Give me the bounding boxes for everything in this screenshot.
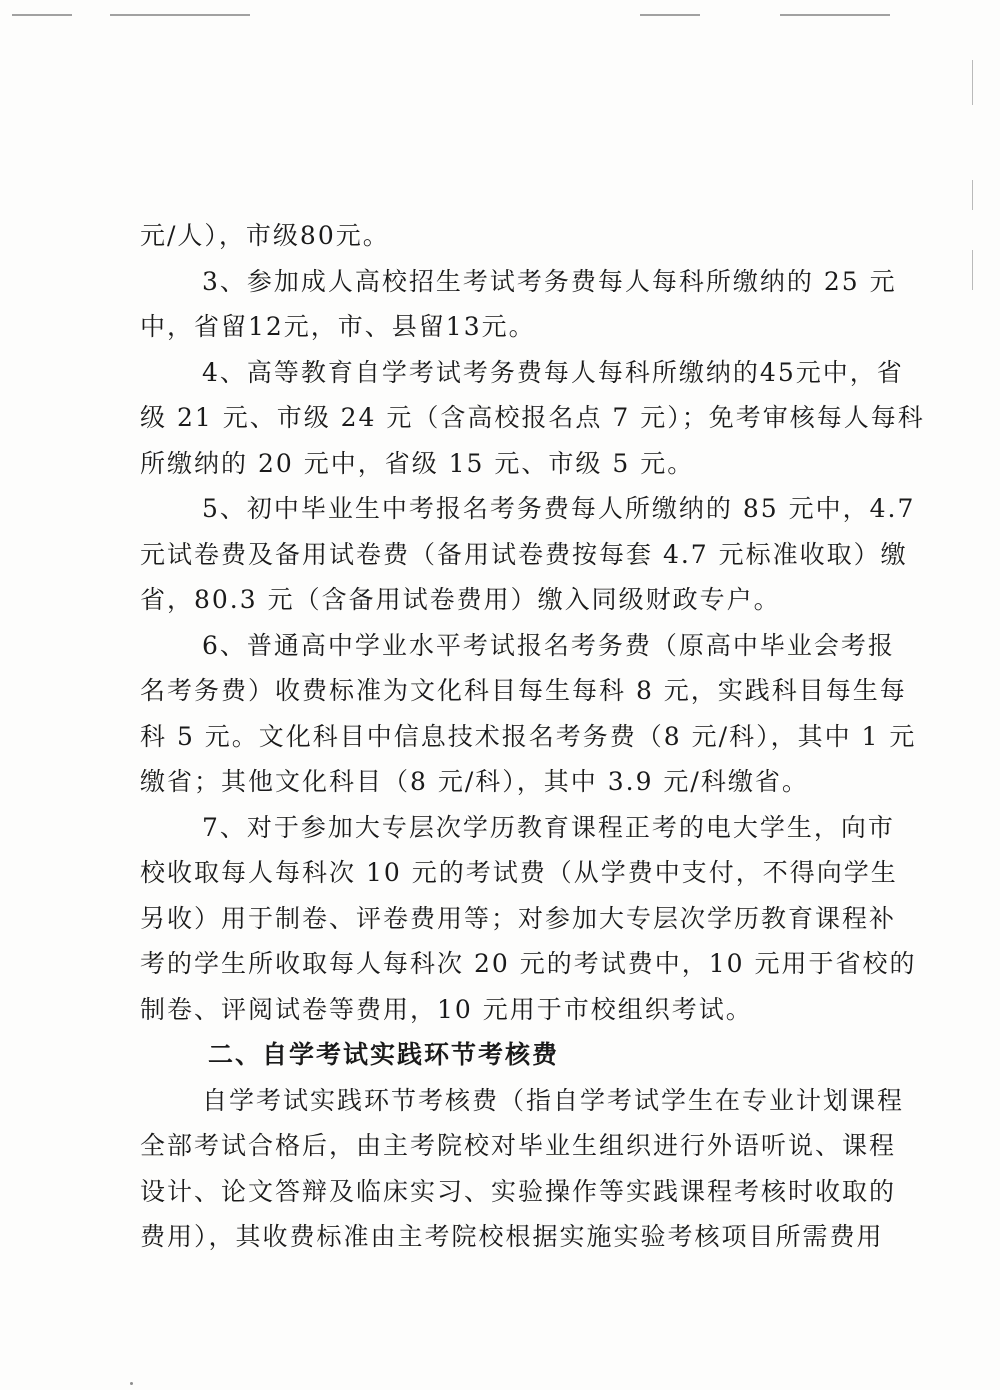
text-line: 3、参加成人高校招生考试考务费每人每科所缴纳的 25 元 [202,266,897,296]
text-line: 中，省留12元，市、县留13元。 [140,312,536,341]
paragraph-block-1 [140,213,925,1032]
text-line: 7、对于参加大专层次学历教育课程正考的电大学生，向市 [202,812,895,842]
document-body [140,213,925,1260]
text-line: 考的学生所收取每人每科次 20 元的考试费中，10 元用于省校的 [140,949,917,978]
scan-artifact [972,60,973,105]
text-line: 缴省；其他文化科目（8 元/科），其中 3.9 元/科缴省。 [140,767,809,796]
text-line: 6、普通高中学业水平考试报名考务费（原高中毕业会考报 [202,630,895,660]
scan-artifact [972,180,973,210]
text-line: 自学考试实践环节考核费（指自学考试学生在专业计划课程 [202,1085,905,1115]
scan-artifact [110,14,250,16]
text-line: 费用），其收费标准由主考院校根据实施实验考核项目所需费用 [140,1222,884,1251]
text-line: 校收取每人每科次 10 元的考试费（从学费中支付，不得向学生 [140,858,898,887]
scan-artifact [12,14,72,16]
paragraph-block-2 [140,1078,905,1260]
scan-speck [130,1382,133,1385]
scan-artifact [972,250,973,290]
text-line: 全部考试合格后，由主考院校对毕业生组织进行外语听说、课程 [140,1131,897,1160]
text-line: 省，80.3 元（含备用试卷费用）缴入同级财政专户。 [140,585,781,614]
text-line: 元试卷费及备用试卷费（备用试卷费按每套 4.7 元标准收取）缴 [140,539,908,569]
text-line: 级 21 元、市级 24 元（含高校报名点 7 元）；免考审核每人每科 [140,403,925,432]
scan-artifact [780,14,890,16]
text-line: 制卷、评阅试卷等费用，10 元用于市校组织考试。 [140,994,753,1024]
text-line: 5、初中毕业生中考报名考务费每人所缴纳的 85 元中，4.7 [202,494,916,523]
text-line: 科 5 元。文化科目中信息技术报名考务费（8 元/科），其中 1 元 [140,721,917,751]
text-line: 所缴纳的 20 元中，省级 15 元、市级 5 元。 [140,448,695,478]
text-line: 设计、论文答辩及临床实习、实验操作等实践课程考核时收取的 [140,1176,897,1206]
text-line: 名考务费）收费标准为文化科目每生每科 8 元，实践科目每生每 [140,676,907,705]
text-line: 另收）用于制卷、评卷费用等；对参加大专层次学历教育课程补 [140,903,897,933]
text-line: 4、高等教育自学考试考务费每人每科所缴纳的45元中，省 [202,357,904,387]
scan-artifact [640,14,700,16]
section-heading: 二、自学考试实践环节考核费 [208,1040,560,1069]
text-line: 元/人），市级80元。 [140,221,390,250]
